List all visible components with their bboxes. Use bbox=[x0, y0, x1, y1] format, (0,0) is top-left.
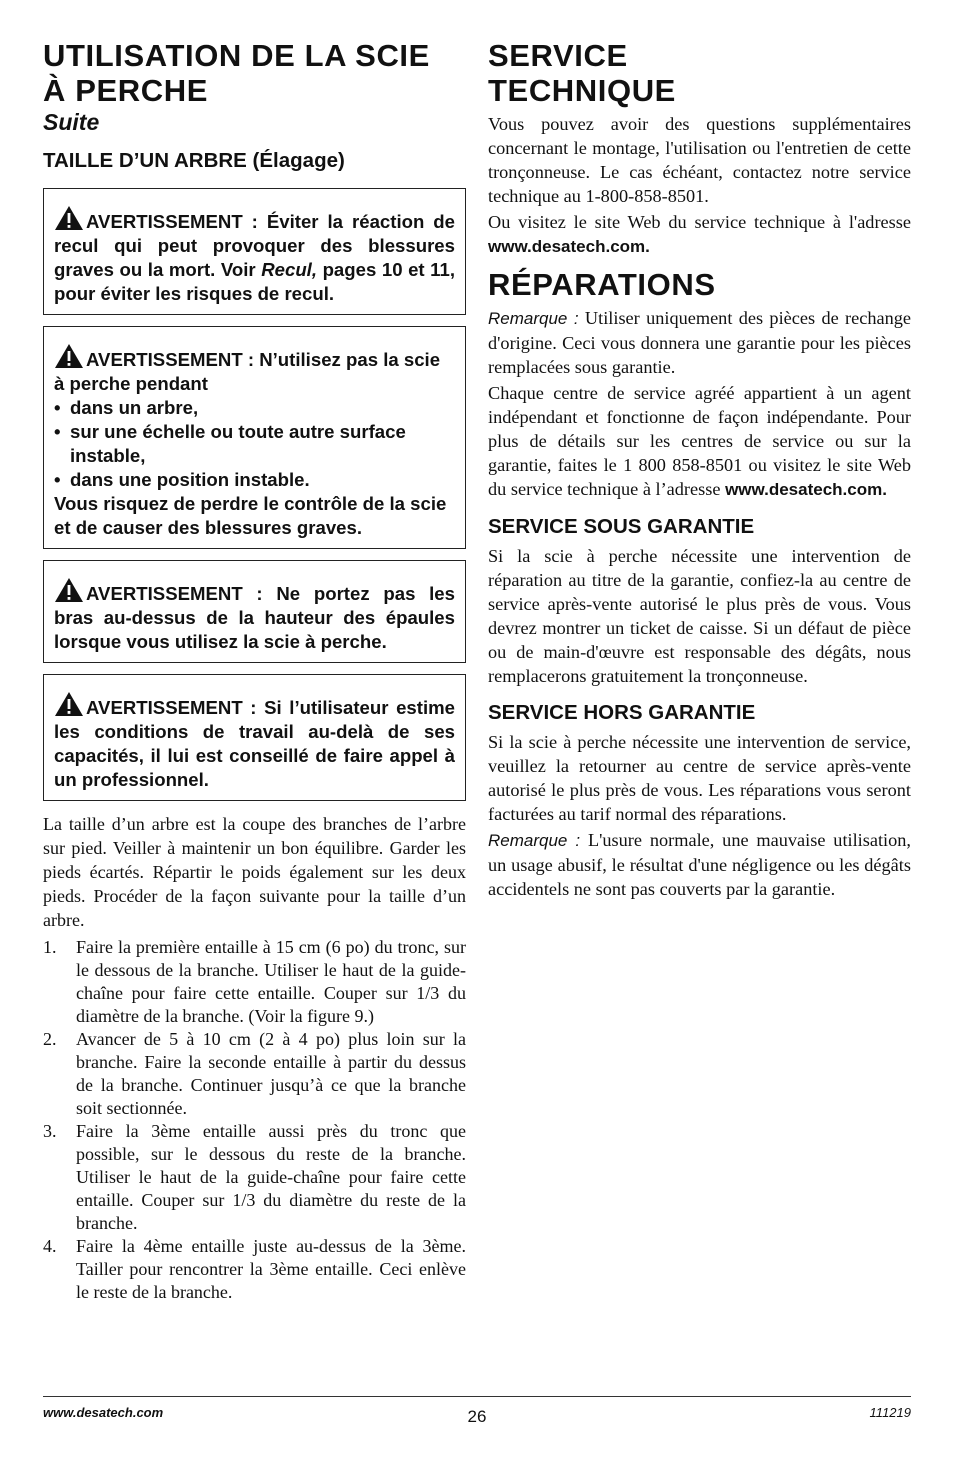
nonwarranty-paragraph: Si la scie à perche nécessite une intervention de service, veuillez la retourner au centre de service après-vente autorisé le plus près de vous. Les réparations vous seront facturées au tarif normal des réparations. bbox=[488, 732, 911, 824]
title-line-1: UTILISATION DE LA SCIE bbox=[43, 38, 430, 73]
step-number: 2. bbox=[43, 1029, 57, 1049]
title-line-1: SERVICE bbox=[488, 38, 628, 73]
warning-box-unstable bbox=[43, 326, 466, 549]
nonwarranty-heading: SERVICE HORS GARANTIE bbox=[488, 701, 756, 724]
step-number: 4. bbox=[43, 1236, 57, 1256]
pruning-heading: TAILLE D’UN ARBRE (Élagage) bbox=[43, 149, 345, 172]
warning-box-shoulders bbox=[43, 560, 466, 663]
warning-triangle-icon bbox=[54, 343, 84, 369]
warning-triangle-icon bbox=[54, 205, 84, 231]
step-text: Faire la 3ème entaille aussi près du tronc que possible, sur le dessous du reste de la branche. Utiliser le haut de la guide-chaîne pour faire cette entaille. Couper sur 1/3 du diamètre du reste de la branche. bbox=[76, 1121, 466, 1233]
warning-text: AVERTISSEMENT : Si l’utilisateur estime les conditions de travail au-delà de ses capacités, il lui est conseillé de faire appel à un professionnel. bbox=[54, 697, 455, 790]
service-paragraph: Vous pouvez avoir des questions supplémentaires concernant le montage, l'utilisation ou l'entretien de cette tronçonneuse. Le cas échéant, contactez notre service technique au 1-800-858-8501. bbox=[488, 114, 911, 206]
warning-closing: Vous risquez de perdre le contrôle de la scie et de causer des blessures graves. bbox=[54, 493, 447, 538]
repairs-title: RÉPARATIONS bbox=[488, 267, 716, 302]
warning-text-pre: AVERTISSEMENT : Éviter la réaction de recul qui peut provoquer des blessures graves ou la mort. Voir bbox=[54, 211, 455, 280]
warning-bullet: • dans une position instable. bbox=[54, 468, 455, 492]
remark-text: Utiliser uniquement des pièces de rechange d'origine. Ceci vous donnera une garantie pour les pièces remplacées sous garantie. bbox=[488, 308, 911, 377]
warning-text-post: pages 10 et 11, pour éviter les risques de recul. bbox=[54, 259, 455, 304]
warning-intro: AVERTISSEMENT : N’utilisez pas la scie à perche pendant bbox=[54, 349, 441, 394]
warning-triangle-icon bbox=[54, 577, 84, 603]
service-title bbox=[488, 38, 911, 108]
page-footer bbox=[43, 1396, 911, 1426]
step-text: Avancer de 5 à 10 cm (2 à 4 po) plus loin sur la branche. Faire la seconde entaille à partir du dessus de la branche. Continuer jusqu’à ce que la branche soit sectionnée. bbox=[76, 1029, 466, 1118]
section-title bbox=[43, 38, 466, 108]
repairs-website-link[interactable]: www.desatech.com. bbox=[725, 480, 887, 499]
service-website-link[interactable]: www.desatech.com. bbox=[488, 237, 650, 256]
title-line-2: TECHNIQUE bbox=[488, 73, 676, 108]
list-item bbox=[43, 1235, 466, 1304]
service-website-text: Ou visitez le site Web du service technique à l'adresse bbox=[488, 212, 911, 232]
list-item bbox=[43, 1028, 466, 1120]
warning-bullet: • dans un arbre, bbox=[54, 396, 455, 420]
remark-label: Remarque : bbox=[488, 831, 581, 850]
warning-box-professional bbox=[43, 674, 466, 801]
section-subtitle: Suite bbox=[43, 109, 100, 135]
step-number: 3. bbox=[43, 1121, 57, 1141]
warning-bullet: • sur une échelle ou toute autre surface instable, bbox=[54, 420, 455, 468]
document-code: 111219 bbox=[869, 1405, 911, 1420]
warranty-heading: SERVICE SOUS GARANTIE bbox=[488, 515, 755, 538]
warning-text: AVERTISSEMENT : Ne portez pas les bras au-dessus de la hauteur des épaules lorsque vous utilisez la scie à perche. bbox=[54, 583, 455, 652]
repairs-remark-paragraph bbox=[488, 306, 911, 379]
pruning-steps-list bbox=[43, 936, 466, 1304]
warning-text-italic: Recul, bbox=[261, 259, 318, 280]
step-number: 1. bbox=[43, 937, 57, 957]
pruning-intro-paragraph: La taille d’un arbre est la coupe des branches de l’arbre sur pied. Veiller à maintenir un bon équilibre. Garder les pieds écartés. Répartir le poids également sur les deux pieds. Procéder de la façon suivante pour la taille d’un arbre. bbox=[43, 814, 466, 930]
page-number: 26 bbox=[467, 1407, 487, 1426]
repairs-paragraph bbox=[488, 381, 911, 502]
service-website-paragraph bbox=[488, 210, 911, 259]
left-column bbox=[43, 38, 466, 1304]
warning-bullet-list bbox=[54, 396, 455, 492]
footer-website: www.desatech.com bbox=[43, 1405, 164, 1420]
list-item bbox=[43, 1120, 466, 1235]
step-text: Faire la première entaille à 15 cm (6 po) du tronc, sur le dessous de la branche. Utiliser le haut de la guide-chaîne pour faire cette entaille. Couper sur 1/3 du diamètre de la branche. (Voir la figure 9.) bbox=[76, 937, 466, 1026]
warranty-paragraph: Si la scie à perche nécessite une intervention de réparation au titre de la garantie, confiez-la au centre de service après-vente autorisé le plus près de vous. Vous devrez montrer un ticket de caisse. Si un défaut de pièce ou de main-d'œuvre est responsable des dégâts, nous remplacerons gratuitement la tronçonneuse. bbox=[488, 546, 911, 686]
repairs-text: Chaque centre de service agréé appartient à un agent indépendant et fonctionne de façon indépendante. Pour plus de détails sur les centres de service ou sur la garantie, faites le 1 800 858-8501 ou visitez le site Web du service technique à l’adresse bbox=[488, 383, 911, 499]
remark-label: Remarque : bbox=[488, 309, 579, 328]
list-item bbox=[43, 936, 466, 1028]
right-column bbox=[488, 38, 911, 903]
nonwarranty-remark-paragraph bbox=[488, 828, 911, 901]
step-text: Faire la 4ème entaille juste au-dessus de la 3ème. Tailler pour rencontrer la 3ème entaille. Ceci enlève le reste de la branche. bbox=[76, 1236, 466, 1302]
warning-triangle-icon bbox=[54, 691, 84, 717]
remark-text: L'usure normale, une mauvaise utilisation, un usage abusif, le résultat d'une négligence ou les dégâts accidentels ne sont pas couverts par la garantie. bbox=[488, 830, 911, 899]
title-line-2: À PERCHE bbox=[43, 73, 208, 108]
warning-box-kickback bbox=[43, 188, 466, 315]
